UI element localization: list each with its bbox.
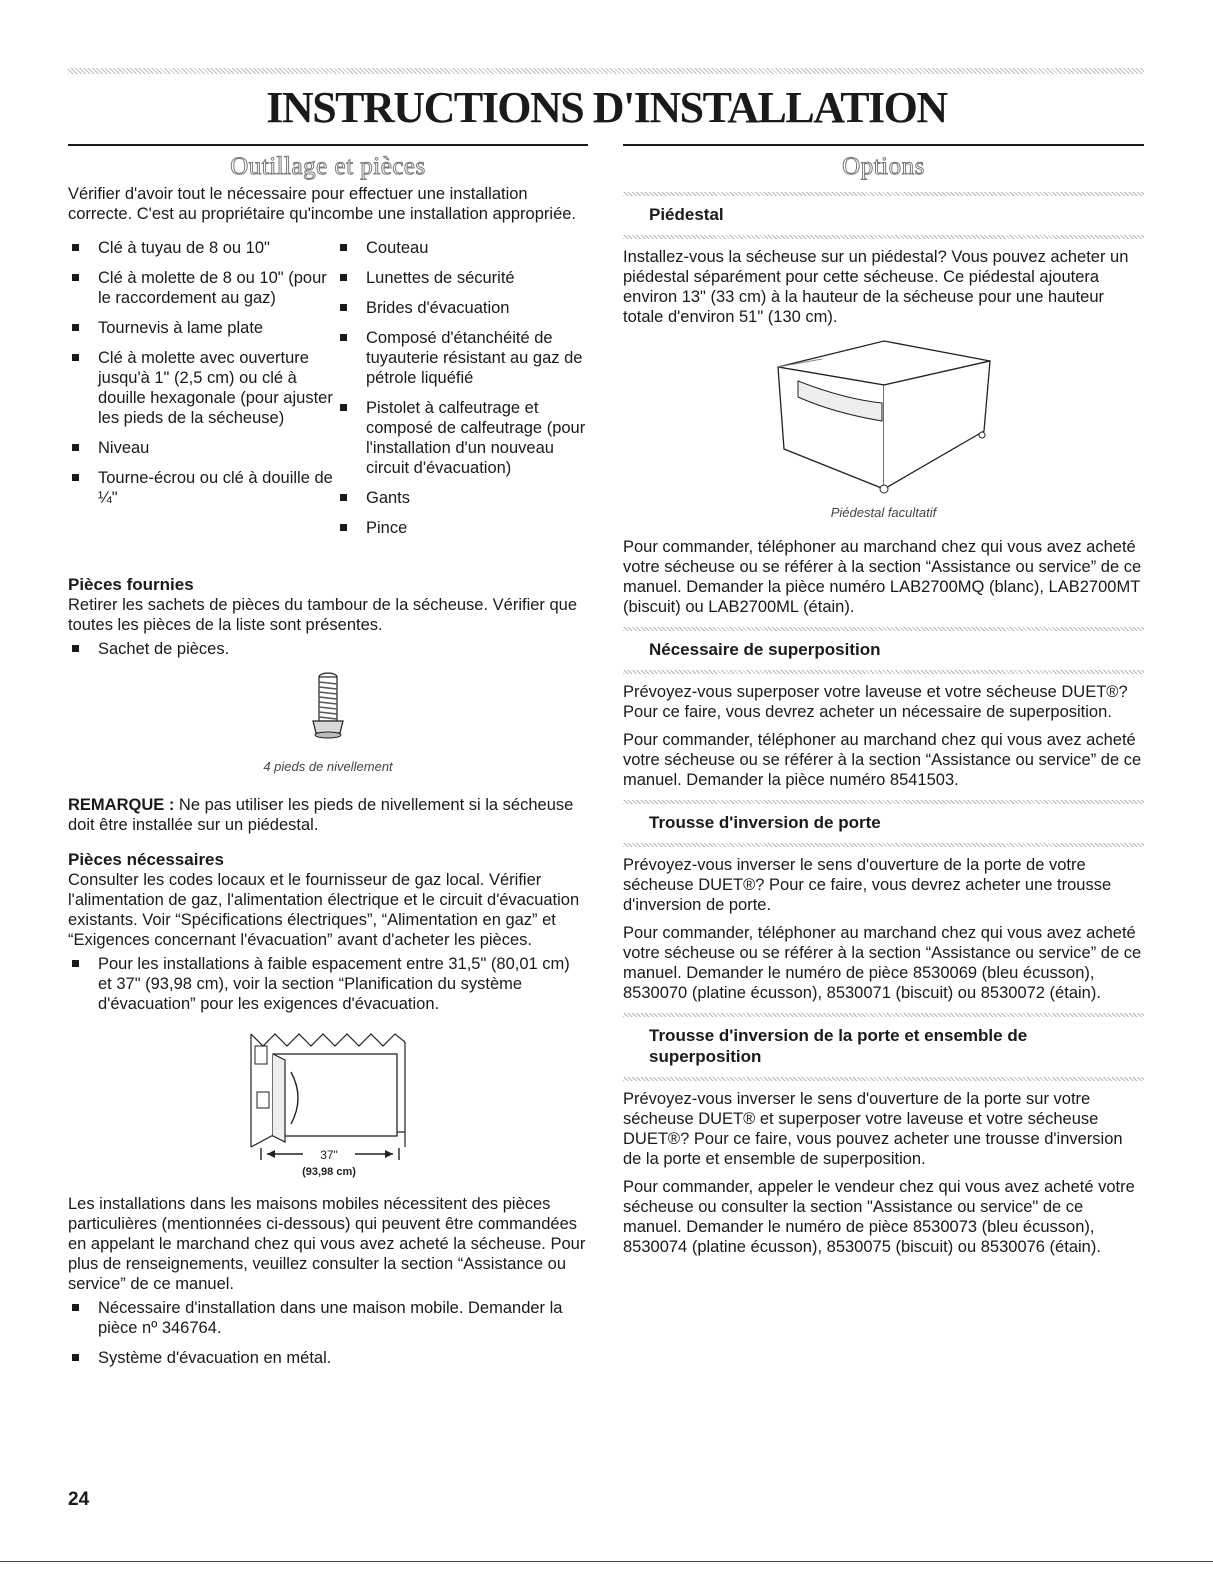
tool-item: Clé à molette de 8 ou 10" (pour le raccordement au gaz)	[68, 268, 336, 308]
column-rule	[68, 144, 588, 146]
section-title-tools: Outillage et pièces	[230, 153, 426, 180]
tool-item: Brides d'évacuation	[336, 298, 588, 318]
supplied-part-item: Sachet de pièces.	[68, 639, 588, 659]
dotted-rule	[623, 800, 1144, 804]
supplied-parts-heading: Pièces fournies	[68, 575, 194, 594]
tool-item: Tourne-écrou ou clé à douille de ¼"	[68, 468, 336, 508]
needed-parts-text: Consulter les codes locaux et le fournisseur de gaz local. Vérifier l'alimentation de gaz, l'alimentation électrique et le circuit d'évacuation existants. Voir “Spécifications électriques”, “Alimentation en gaz” et “Exigences concernant l'évacuation” avant d'acheter les pièces.	[68, 871, 580, 949]
door-kit-order: Pour commander, téléphoner au marchand chez qui vous avez acheté votre sécheuse ou se référer à la section “Assistance ou service” de ce manuel. Demander le numéro de pièce 8530069 (bleu écusson), 8530070 (platine écusson), 8530071 (biscuit) ou 8530072 (étain).	[623, 924, 1142, 1002]
door-stack-kit-text: Prévoyez-vous inverser le sens d'ouverture de la porte sur votre sécheuse DUET® et superposer votre laveuse et votre sécheuse DUET®? Pour ce faire, vous pouvez acheter une trousse d'inversion de la porte et ensemble de superposition.	[623, 1090, 1123, 1168]
dotted-rule	[623, 627, 1144, 631]
door-stack-kit-heading: Trousse d'inversion de la porte et ensemble de superposition	[649, 1026, 1028, 1066]
leveling-leg-icon	[308, 669, 348, 745]
stacking-kit-text: Prévoyez-vous superposer votre laveuse et votre sécheuse DUET®? Pour ce faire, vous devrez acheter un nécessaire de superposition.	[623, 683, 1128, 721]
note-paragraph	[68, 795, 588, 835]
pedestal-heading: Piédestal	[649, 205, 724, 224]
tool-item: Pistolet à calfeutrage et composé de calfeutrage (pour l'installation d'un nouveau circuit d'évacuation)	[336, 398, 588, 478]
needed-part-item: Pour les installations à faible espacement entre 31,5" (80,01 cm) et 37" (93,98 cm), voir la section “Planification du système d'évacuation” pour les exigences d'évacuation.	[68, 954, 588, 1014]
tool-item: Couteau	[336, 238, 588, 258]
bottom-rule	[0, 1561, 1213, 1562]
section-title-options: Options	[842, 153, 925, 180]
stacking-kit-order: Pour commander, téléphoner au marchand chez qui vous avez acheté votre sécheuse ou se référer à la section “Assistance ou service” de ce manuel. Demander la pièce numéro 8541503.	[623, 731, 1142, 789]
tool-item: Niveau	[68, 438, 336, 458]
dotted-rule	[623, 192, 1144, 196]
tool-item: Clé à tuyau de 8 ou 10"	[68, 238, 336, 258]
stacking-kit-heading: Nécessaire de superposition	[649, 640, 881, 659]
tool-item: Clé à molette avec ouverture jusqu'à 1" (2,5 cm) ou clé à douille hexagonale (pour ajuster les pieds de la sécheuse)	[68, 348, 336, 428]
mobile-home-text: Les installations dans les maisons mobiles nécessitent des pièces particulières (mentionnées ci-dessous) qui peuvent être commandées en appelant le marchand chez qui vous avez acheté la sécheuse. Pour plus de renseignements, veuillez consulter la section “Assistance ou service” de ce manuel.	[68, 1195, 586, 1293]
options-column	[623, 144, 1144, 1265]
mobile-home-item: Système d'évacuation en métal.	[68, 1348, 588, 1368]
dotted-rule	[623, 1077, 1144, 1081]
needed-parts-list	[68, 954, 588, 1014]
alcove-figure	[68, 1032, 588, 1182]
pedestal-figure	[623, 339, 1144, 523]
tool-item: Composé d'étanchéité de tuyauterie résistant au gaz de pétrole liquéfié	[336, 328, 588, 388]
leveling-leg-figure	[68, 669, 588, 777]
tool-item: Lunettes de sécurité	[336, 268, 588, 288]
note-text: Ne pas utiliser les pieds de nivellement si la sécheuse doit être installée sur un piédestal.	[68, 796, 574, 834]
tool-item: Pince	[336, 518, 588, 538]
pedestal-text: Installez-vous la sécheuse sur un piédestal? Vous pouvez acheter un piédestal séparément pour cette sécheuse. Ce piédestal ajoutera environ 13" (33 cm) à la hauteur de la sécheuse pour une hauteur totale d'environ 51" (130 cm).	[623, 248, 1129, 326]
tools-list	[68, 238, 588, 548]
leveling-leg-caption: 4 pieds de nivellement	[263, 759, 393, 774]
note-label: REMARQUE :	[68, 796, 175, 814]
page-title: INSTRUCTIONS D'INSTALLATION	[266, 83, 947, 132]
supplied-parts-list	[68, 639, 588, 659]
pedestal-caption: Piédestal facultatif	[830, 505, 937, 520]
dotted-rule	[623, 235, 1144, 239]
tools-list-col2	[336, 238, 588, 548]
tools-intro: Vérifier d'avoir tout le nécessaire pour effectuer une installation correcte. C'est au propriétaire qu'incombe une installation appropriée.	[68, 185, 577, 223]
dotted-rule	[623, 1013, 1144, 1017]
supplied-parts-text: Retirer les sachets de pièces du tambour de la sécheuse. Vérifier que toutes les pièces de la liste sont présentes.	[68, 596, 578, 634]
door-stack-kit-order: Pour commander, appeler le vendeur chez qui vous avez acheté votre sécheuse ou consulter la section "Assistance ou service" de ce manuel. Demander le numéro de pièce 8530073 (bleu écusson), 8530074 (platine écusson), 8530075 (biscuit) ou 8530076 (étain).	[623, 1178, 1135, 1256]
page-number: 24	[68, 1489, 90, 1510]
dotted-rule	[623, 670, 1144, 674]
alcove-installation-illustration	[243, 1032, 413, 1182]
tool-item: Gants	[336, 488, 588, 508]
dotted-rule	[623, 843, 1144, 847]
pedestal-illustration	[764, 339, 1004, 499]
needed-parts-heading: Pièces nécessaires	[68, 850, 224, 869]
tools-parts-column	[68, 144, 588, 1378]
alcove-width-cm-label: (93,98 cm)	[302, 1166, 356, 1178]
tool-item: Tournevis à lame plate	[68, 318, 336, 338]
alcove-width-label: 37"	[320, 1148, 338, 1162]
column-rule	[623, 144, 1144, 146]
pedestal-order-text: Pour commander, téléphoner au marchand chez qui vous avez acheté votre sécheuse ou se référer à la section “Assistance ou service” de ce manuel. Demander la pièce numéro LAB2700MQ (blanc), LAB2700MT (biscuit) ou LAB2700ML (étain).	[623, 538, 1142, 616]
mobile-home-item: Nécessaire d'installation dans une maison mobile. Demander la pièce nº 346764.	[68, 1298, 588, 1338]
tools-list-col1	[68, 238, 336, 548]
mobile-home-list	[68, 1298, 588, 1368]
door-kit-text: Prévoyez-vous inverser le sens d'ouverture de la porte de votre sécheuse DUET®? Pour ce faire, vous devrez acheter une trousse d'inversion de porte.	[623, 856, 1112, 914]
header-pattern-rule	[68, 68, 1144, 74]
door-kit-heading: Trousse d'inversion de porte	[649, 813, 881, 832]
